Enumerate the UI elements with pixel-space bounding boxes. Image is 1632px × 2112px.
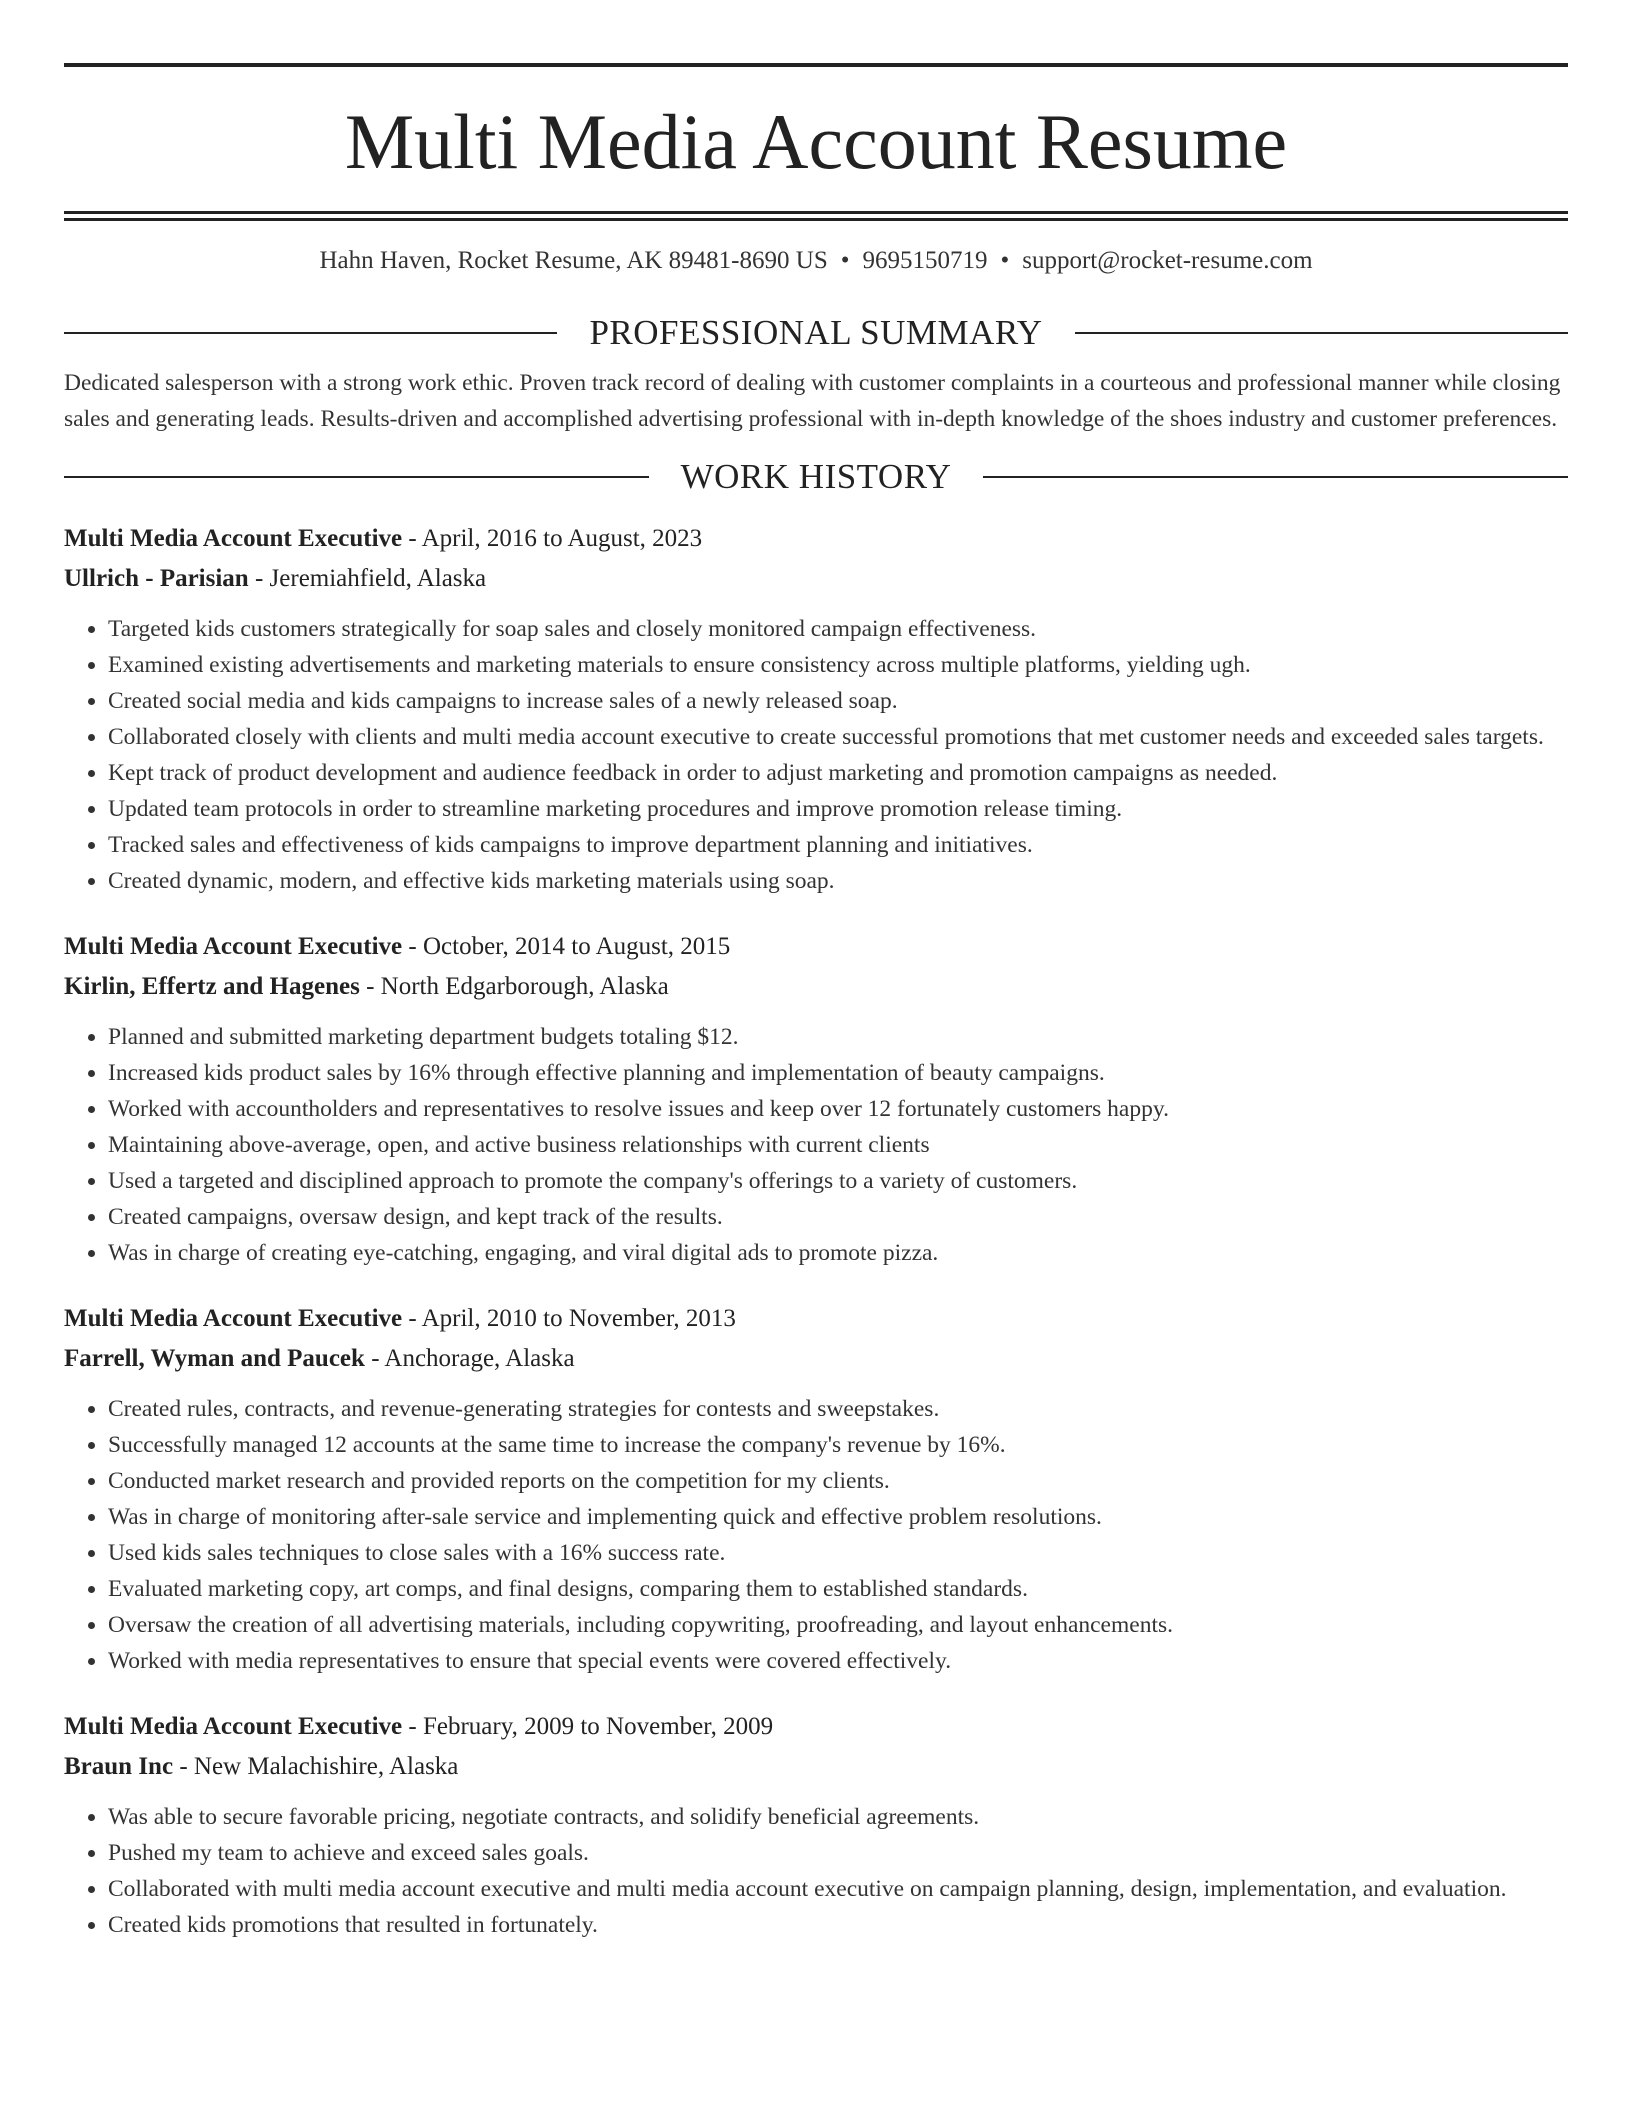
- job-title-line: [64, 1707, 1568, 1747]
- job-company: Kirlin, Effertz and Hagenes: [64, 973, 360, 1000]
- contact-line: [64, 245, 1568, 277]
- contact-phone: 9695150719: [862, 247, 988, 274]
- contact-separator: •: [840, 247, 850, 274]
- list-item: • Was in charge of monitoring after-sale service and implementing quick and effective problem resolutions.: [108, 1499, 1568, 1535]
- job-dates: - April, 2010 to November, 2013: [402, 1305, 736, 1332]
- list-item: • Created dynamic, modern, and effective kids marketing materials using soap.: [108, 863, 1568, 899]
- job-entry: [64, 519, 1568, 899]
- list-item: • Collaborated closely with clients and multi media account executive to create successful promotions that met customer needs and exceeded sales targets.: [108, 719, 1568, 755]
- list-item: • Created rules, contracts, and revenue-generating strategies for contests and sweepstakes.: [108, 1391, 1568, 1427]
- list-item: • Examined existing advertisements and marketing materials to ensure consistency across multiple platforms, yielding ugh.: [108, 647, 1568, 683]
- job-title: Multi Media Account Executive: [64, 525, 403, 552]
- list-item: • Planned and submitted marketing department budgets totaling $12.: [108, 1019, 1568, 1055]
- job-entry: [64, 1707, 1568, 1943]
- resume-page: [64, 0, 1568, 1943]
- job-entry: [64, 927, 1568, 1271]
- summary-heading-label: PROFESSIONAL SUMMARY: [589, 313, 1043, 352]
- job-bullets: [64, 611, 1568, 899]
- job-company: Farrell, Wyman and Paucek: [64, 1345, 365, 1372]
- list-item: • Increased kids product sales by 16% through effective planning and implementation of beauty campaigns.: [108, 1055, 1568, 1091]
- list-item: • Maintaining above-average, open, and active business relationships with current clients: [108, 1127, 1568, 1163]
- work-history-heading: [64, 457, 1568, 497]
- list-item: • Created campaigns, oversaw design, and kept track of the results.: [108, 1199, 1568, 1235]
- job-bullets: [64, 1019, 1568, 1271]
- resume-title: Multi Media Account Resume: [344, 98, 1288, 185]
- job-company: Braun Inc: [64, 1753, 174, 1780]
- list-item: • Used a targeted and disciplined approach to promote the company's offerings to a variety of customers.: [108, 1163, 1568, 1199]
- contact-email: support@rocket-resume.com: [1022, 247, 1313, 274]
- list-item: • Targeted kids customers strategically for soap sales and closely monitored campaign effectiveness.: [108, 611, 1568, 647]
- list-item: • Conducted market research and provided reports on the competition for my clients.: [108, 1463, 1568, 1499]
- heading-rule-right: [983, 476, 1568, 478]
- list-item: • Worked with media representatives to ensure that special events were covered effectively.: [108, 1643, 1568, 1679]
- list-item: • Tracked sales and effectiveness of kids campaigns to improve department planning and initiatives.: [108, 827, 1568, 863]
- job-title: Multi Media Account Executive: [64, 1713, 403, 1740]
- summary-heading: [64, 313, 1568, 353]
- job-dates: - October, 2014 to August, 2015: [402, 933, 731, 960]
- job-company-line: [64, 1339, 1568, 1379]
- job-entry: [64, 1299, 1568, 1679]
- list-item: • Created kids promotions that resulted in fortunately.: [108, 1907, 1568, 1943]
- summary-text: Dedicated salesperson with a strong work ethic. Proven track record of dealing with customer complaints in a courteous and professional manner while closing sales and generating leads. Results-driven and accomplished advertising professional with in-depth knowledge of the shoes industry and customer preferences.: [64, 370, 1561, 432]
- job-bullets: [64, 1391, 1568, 1679]
- heading-rule-left: [64, 476, 649, 478]
- job-location: - Jeremiahfield, Alaska: [248, 565, 487, 592]
- job-title-line: [64, 927, 1568, 967]
- list-item: • Updated team protocols in order to streamline marketing procedures and improve promotion release timing.: [108, 791, 1568, 827]
- job-company-line: [64, 1747, 1568, 1787]
- job-location: - Anchorage, Alaska: [364, 1345, 575, 1372]
- list-item: • Was in charge of creating eye-catching, engaging, and viral digital ads to promote pizza.: [108, 1235, 1568, 1271]
- job-location: - North Edgarborough, Alaska: [359, 973, 669, 1000]
- heading-rule-right: [1075, 332, 1568, 334]
- job-title: Multi Media Account Executive: [64, 933, 403, 960]
- list-item: • Kept track of product development and audience feedback in order to adjust marketing and promotion campaigns as needed.: [108, 755, 1568, 791]
- job-company-line: [64, 967, 1568, 1007]
- list-item: • Successfully managed 12 accounts at the same time to increase the company's revenue by 16%.: [108, 1427, 1568, 1463]
- list-item: • Pushed my team to achieve and exceed sales goals.: [108, 1835, 1568, 1871]
- job-bullets: [64, 1799, 1568, 1943]
- job-title-line: [64, 519, 1568, 559]
- contact-address: Hahn Haven, Rocket Resume, AK 89481-8690 US: [319, 247, 828, 274]
- job-location: - New Malachishire, Alaska: [173, 1753, 459, 1780]
- heading-rule-left: [64, 332, 557, 334]
- job-dates: - April, 2016 to August, 2023: [402, 525, 703, 552]
- top-rule: [64, 63, 1568, 67]
- list-item: • Was able to secure favorable pricing, negotiate contracts, and solidify beneficial agreements.: [108, 1799, 1568, 1835]
- job-title: Multi Media Account Executive: [64, 1305, 403, 1332]
- job-title-line: [64, 1299, 1568, 1339]
- contact-separator: •: [1000, 247, 1010, 274]
- list-item: • Oversaw the creation of all advertising materials, including copywriting, proofreading, and layout enhancements.: [108, 1607, 1568, 1643]
- job-company-line: [64, 559, 1568, 599]
- list-item: • Created social media and kids campaigns to increase sales of a newly released soap.: [108, 683, 1568, 719]
- work-history-heading-label: WORK HISTORY: [680, 457, 952, 496]
- title-double-rule: [64, 211, 1568, 221]
- list-item: • Worked with accountholders and representatives to resolve issues and keep over 12 fortunately customers happy.: [108, 1091, 1568, 1127]
- job-dates: - February, 2009 to November, 2009: [402, 1713, 774, 1740]
- list-item: • Evaluated marketing copy, art comps, and final designs, comparing them to established standards.: [108, 1571, 1568, 1607]
- list-item: • Collaborated with multi media account executive and multi media account executive on campaign planning, design, implementation, and evaluation.: [108, 1871, 1568, 1907]
- job-list: [64, 519, 1568, 1943]
- job-company: Ullrich - Parisian: [64, 565, 249, 592]
- list-item: • Used kids sales techniques to close sales with a 16% success rate.: [108, 1535, 1568, 1571]
